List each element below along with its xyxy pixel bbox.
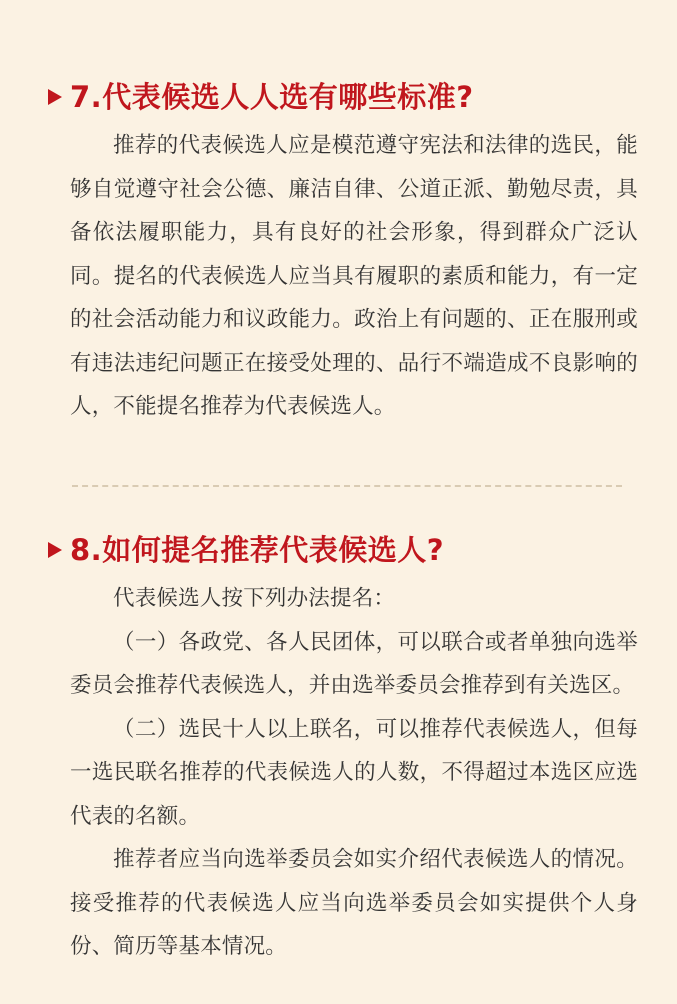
paragraph: （一）各政党、各人民团体，可以联合或者单独向选举委员会推荐代表候选人，并由选举委员会推荐到有关选区。 xyxy=(70,629,638,698)
section-7 xyxy=(48,74,638,429)
paragraph: 推荐的代表候选人应是模范遵守宪法和法律的选民，能够自觉遵守社会公德、廉洁自律、公道正派、勤勉尽责，具备依法履职能力，具有良好的社会形象，得到群众广泛认同。提名的代表候选人应当具有履职的素质和能力，有一定的社会活动能力和议政能力。政治上有问题的、正在服刑或有违法违纪问题正在接受处理的、品行不端造成不良影响的人，不能提名推荐为代表候选人。 xyxy=(70,133,638,419)
play-triangle-icon xyxy=(48,542,62,558)
play-triangle-icon xyxy=(48,89,62,105)
paragraph: 代表候选人按下列办法提名： xyxy=(113,586,396,611)
section-heading xyxy=(48,74,638,120)
dashed-divider xyxy=(72,485,622,487)
section-title: 8.如何提名推荐代表候选人? xyxy=(70,533,445,567)
paragraph: 推荐者应当向选举委员会如实介绍代表候选人的情况。接受推荐的代表候选人应当向选举委员会如实提供个人身份、简历等基本情况。 xyxy=(70,847,638,959)
paragraph: （二）选民十人以上联名，可以推荐代表候选人，但每一选民联名推荐的代表候选人的人数，不得超过本选区应选代表的名额。 xyxy=(70,716,638,829)
section-heading xyxy=(48,527,638,573)
section-8 xyxy=(48,527,638,969)
section-title: 7.代表候选人人选有哪些标准? xyxy=(70,80,474,114)
